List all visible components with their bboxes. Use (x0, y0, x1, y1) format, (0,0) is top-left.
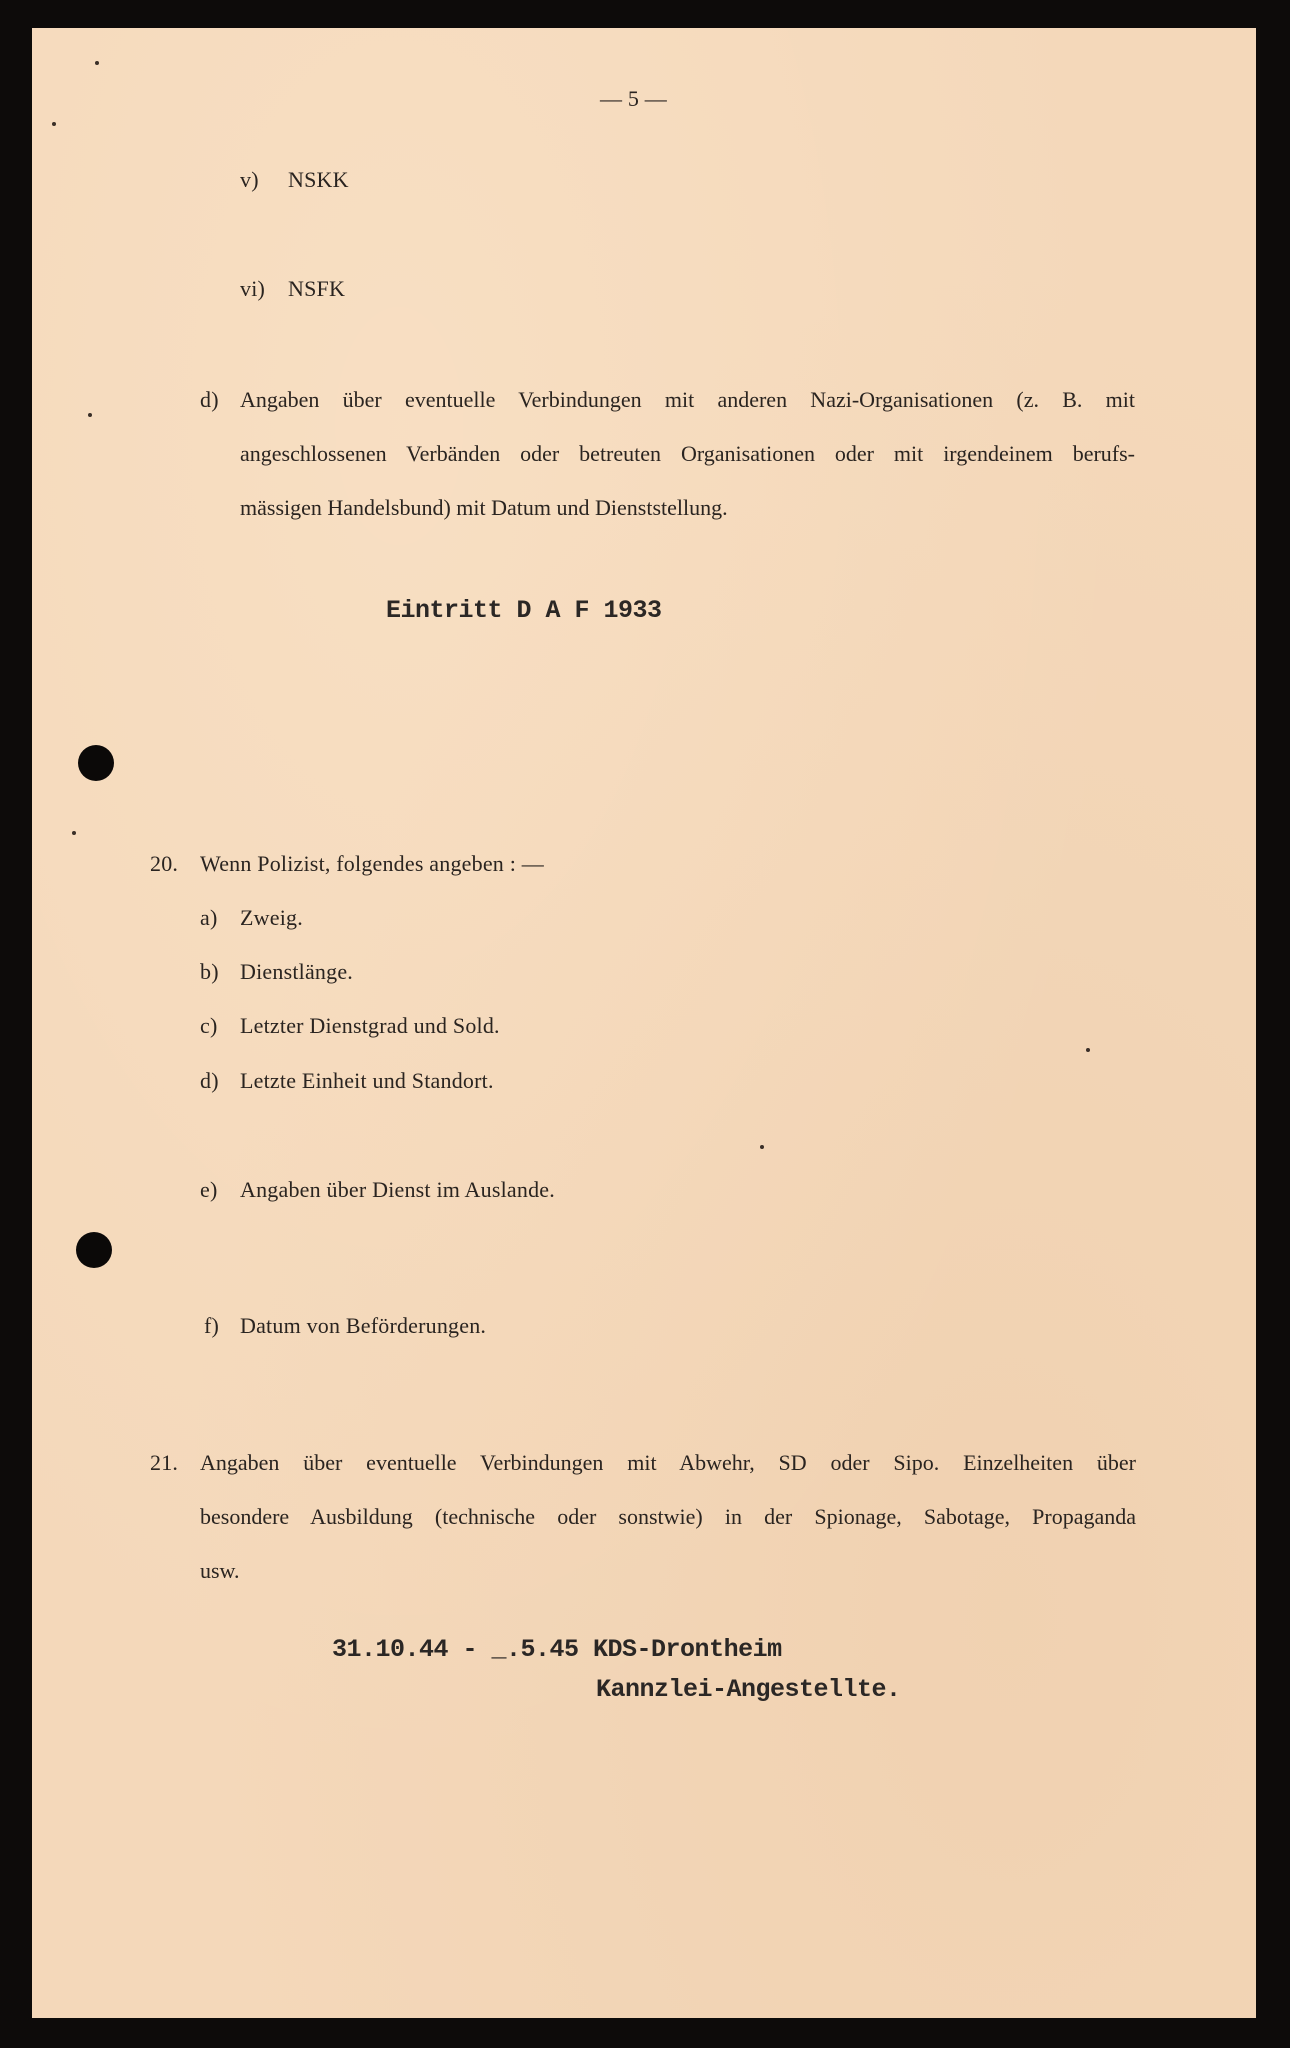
paper-speck (95, 61, 99, 65)
item-20-text: Wenn Polizist, folgendes angeben : — (200, 851, 544, 876)
item-19d-line: Angaben über eventuelle Verbindungen mit anderen Nazi-Organisationen (z. B. mit (240, 387, 1135, 412)
item-20c-text: Letzter Dienstgrad und Sold. (240, 1013, 500, 1038)
item-21-line: usw. (200, 1558, 240, 1583)
item-21-number: 21. (150, 1450, 179, 1475)
item-21-text (200, 1450, 1136, 1584)
item-20a-text: Zweig. (240, 905, 303, 930)
item-19d-line: mässigen Handelsbund) mit Datum und Dienststellung. (240, 495, 728, 520)
punch-hole (76, 1232, 112, 1268)
item-20e-text: Angaben über Dienst im Auslande. (240, 1177, 555, 1202)
item-19vi-text: NSFK (288, 276, 346, 301)
typed-answer-19d: Eintritt D A F 1933 (386, 596, 662, 625)
item-20c-label: c) (200, 1013, 218, 1038)
paper-speck (760, 1145, 764, 1149)
paper-speck (72, 831, 76, 835)
page-number: — 5 — (600, 86, 667, 111)
item-20f-label: f) (204, 1313, 220, 1338)
item-20b-label: b) (200, 959, 219, 984)
paper-speck (1086, 1048, 1090, 1052)
punch-hole (78, 745, 114, 781)
item-20d-text: Letzte Einheit und Standort. (240, 1068, 494, 1093)
item-20e-label: e) (200, 1177, 218, 1202)
item-20b-text: Dienstlänge. (240, 959, 353, 984)
item-21-line: Angaben über eventuelle Verbindungen mit Abwehr, SD oder Sipo. Einzelheiten über (200, 1450, 1136, 1475)
paper-speck (88, 413, 92, 417)
item-20f-text: Datum von Beförderungen. (240, 1313, 487, 1338)
item-19v-text: NSKK (288, 167, 349, 192)
item-20a-label: a) (200, 905, 218, 930)
item-21-line: besondere Ausbildung (technische oder sonstwie) in der Spionage, Sabotage, Propaganda (200, 1504, 1136, 1529)
item-19d-line: angeschlossenen Verbänden oder betreuten Organisationen oder mit irgendeinem berufs- (240, 441, 1135, 466)
item-19d-text (240, 387, 1135, 521)
item-19vi-label: vi) (240, 276, 266, 301)
item-20d-label: d) (200, 1068, 219, 1093)
item-20-number: 20. (150, 851, 179, 876)
typed-answer-21-line1: 31.10.44 - _.5.45 KDS-Drontheim (332, 1635, 782, 1664)
item-19d-label: d) (200, 387, 219, 412)
paper-speck (52, 122, 56, 126)
item-19v-label: v) (240, 167, 259, 192)
typed-answer-21-line2: Kannzlei-Angestellte. (596, 1675, 901, 1704)
